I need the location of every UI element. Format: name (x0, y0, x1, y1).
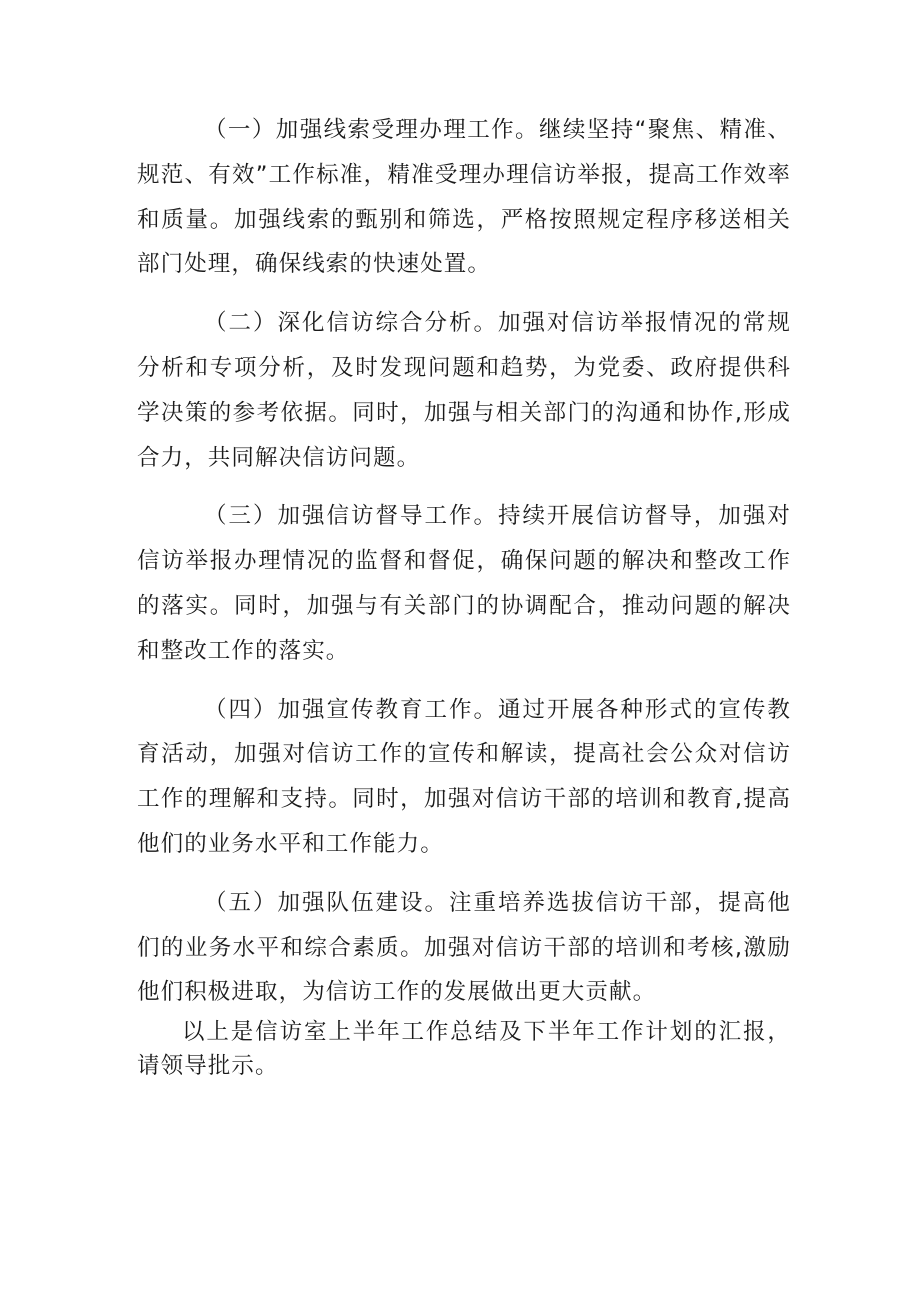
paragraph-publicity-education: （四）加强宣传教育工作。通过开展各种形式的宣传教育活动，加强对信访工作的宣传和解读，提高社会公众对信访工作的理解和支持。同时，加强对信访干部的培训和教育,提高他们的业务水平和工作能力。 (137, 696, 791, 857)
paragraph-team-building: （五）加强队伍建设。注重培养选拔信访干部，提高他们的业务水平和综合素质。加强对信访干部的培训和考核,激励他们积极进取，为信访工作的发展做出更大贡献。 (137, 889, 791, 1006)
paragraph-supervision: （三）加强信访督导工作。持续开展信访督导，加强对信访举报办理情况的监督和督促，确保问题的解决和整改工作的落实。同时，加强与有关部门的协调配合，推动问题的解决和整改工作的落实。 (137, 503, 791, 664)
paragraph-closing-remark: 以上是信访室上半年工作总结及下半年工作计划的汇报，请领导批示。 (137, 1019, 791, 1080)
paragraph-comprehensive-analysis: （二）深化信访综合分析。加强对信访举报情况的常规分析和专项分析，及时发现问题和趋势，为党委、政府提供科学决策的参考依据。同时，加强与相关部门的沟通和协作,形成合力，共同解决信访问题。 (137, 310, 791, 471)
document-body (137, 108, 791, 1083)
paragraph-clue-handling: （一）加强线索受理办理工作。继续坚持“聚焦、精准、规范、有效”工作标准，精准受理办理信访举报，提高工作效率和质量。加强线索的甄别和筛选，严格按照规定程序移送相关部门处理，确保线索的快速处置。 (137, 117, 791, 278)
